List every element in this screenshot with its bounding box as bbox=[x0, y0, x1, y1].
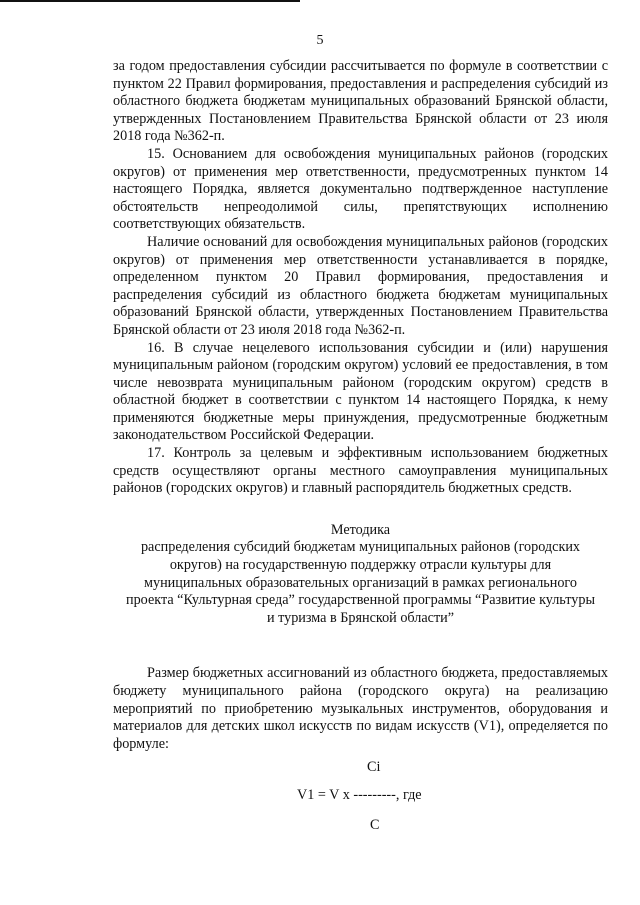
page-number: 5 bbox=[316, 33, 324, 48]
paragraph-grounds: Наличие оснований для освобождения муниципальных районов (городских округов) от применения мер ответственности устанавливается в порядке, определенном пунктом 20 Правил формирования, предоставления и распределения субсидий из областного бюджета бюджетам муниципальных образований Брянской области, утвержденных Постановлением Правительства Брянской области от 23 июля 2018 года №362-п. bbox=[113, 233, 608, 338]
paragraph-17: 17. Контроль за целевым и эффективным использованием бюджетных средств осуществляют органы местного самоуправления муниципальных районов (городских округов) и главный распорядитель бюджетных средств. bbox=[113, 445, 608, 497]
paragraph-continuation: за годом предоставления субсидии рассчитывается по формуле в соответствии с пунктом 22 Правил формирования, предоставления и распределения субсидий из областного бюджета бюджетам муниципальных образований Брянской области, утвержденных Постановлением Правительства Брянской области от 23 июля 2018 года №362-п. bbox=[113, 58, 608, 145]
methodology-intro: Размер бюджетных ассигнований из областного бюджета, предоставляемых бюджету муниципального района (городского округа) на реализацию мероприятий по приобретению музыкальных инструментов, оборудования и материалов для детских школ искусств по видам искусств (V1), определяется по формуле: bbox=[113, 665, 608, 752]
formula-denominator: C bbox=[370, 817, 380, 834]
paragraph-15: 15. Основанием для освобождения муниципальных районов (городских округов) от применения мер ответственности, предусмотренных пунктом 14 настоящего Порядка, является документально подтвержденное наступление обстоятельств непреодолимой силы, препятствующих исполнению соответствующих обязательств. bbox=[113, 145, 608, 233]
formula-line: V1 = V x ---------, где bbox=[297, 787, 422, 804]
formula-numerator: Ci bbox=[367, 759, 381, 776]
methodology-subtitle: распределения субсидий бюджетам муниципальных районов (городских округов) на государственную поддержку отрасли культуры для муниципальных образовательных организаций в рамках регионального проекта “Культурная среда” государственной программы “Развитие культуры и туризма в Брянской области” bbox=[126, 539, 595, 626]
paragraph-16: 16. В случае нецелевого использования субсидии и (или) нарушения муниципальным районом (городским округом) условий ее предоставления, в том числе невозврата муниципальным районом (городским округом) средств в областной бюджет в соответствии с пунктом 14 настоящего Порядка, к нему применяются бюджетные меры принуждения, предусмотренные бюджетным законодательством Российской Федерации. bbox=[113, 339, 608, 444]
formula bbox=[113, 757, 608, 847]
top-rule bbox=[0, 0, 300, 2]
document-body bbox=[113, 58, 608, 847]
methodology-title: Методика bbox=[330, 521, 391, 538]
